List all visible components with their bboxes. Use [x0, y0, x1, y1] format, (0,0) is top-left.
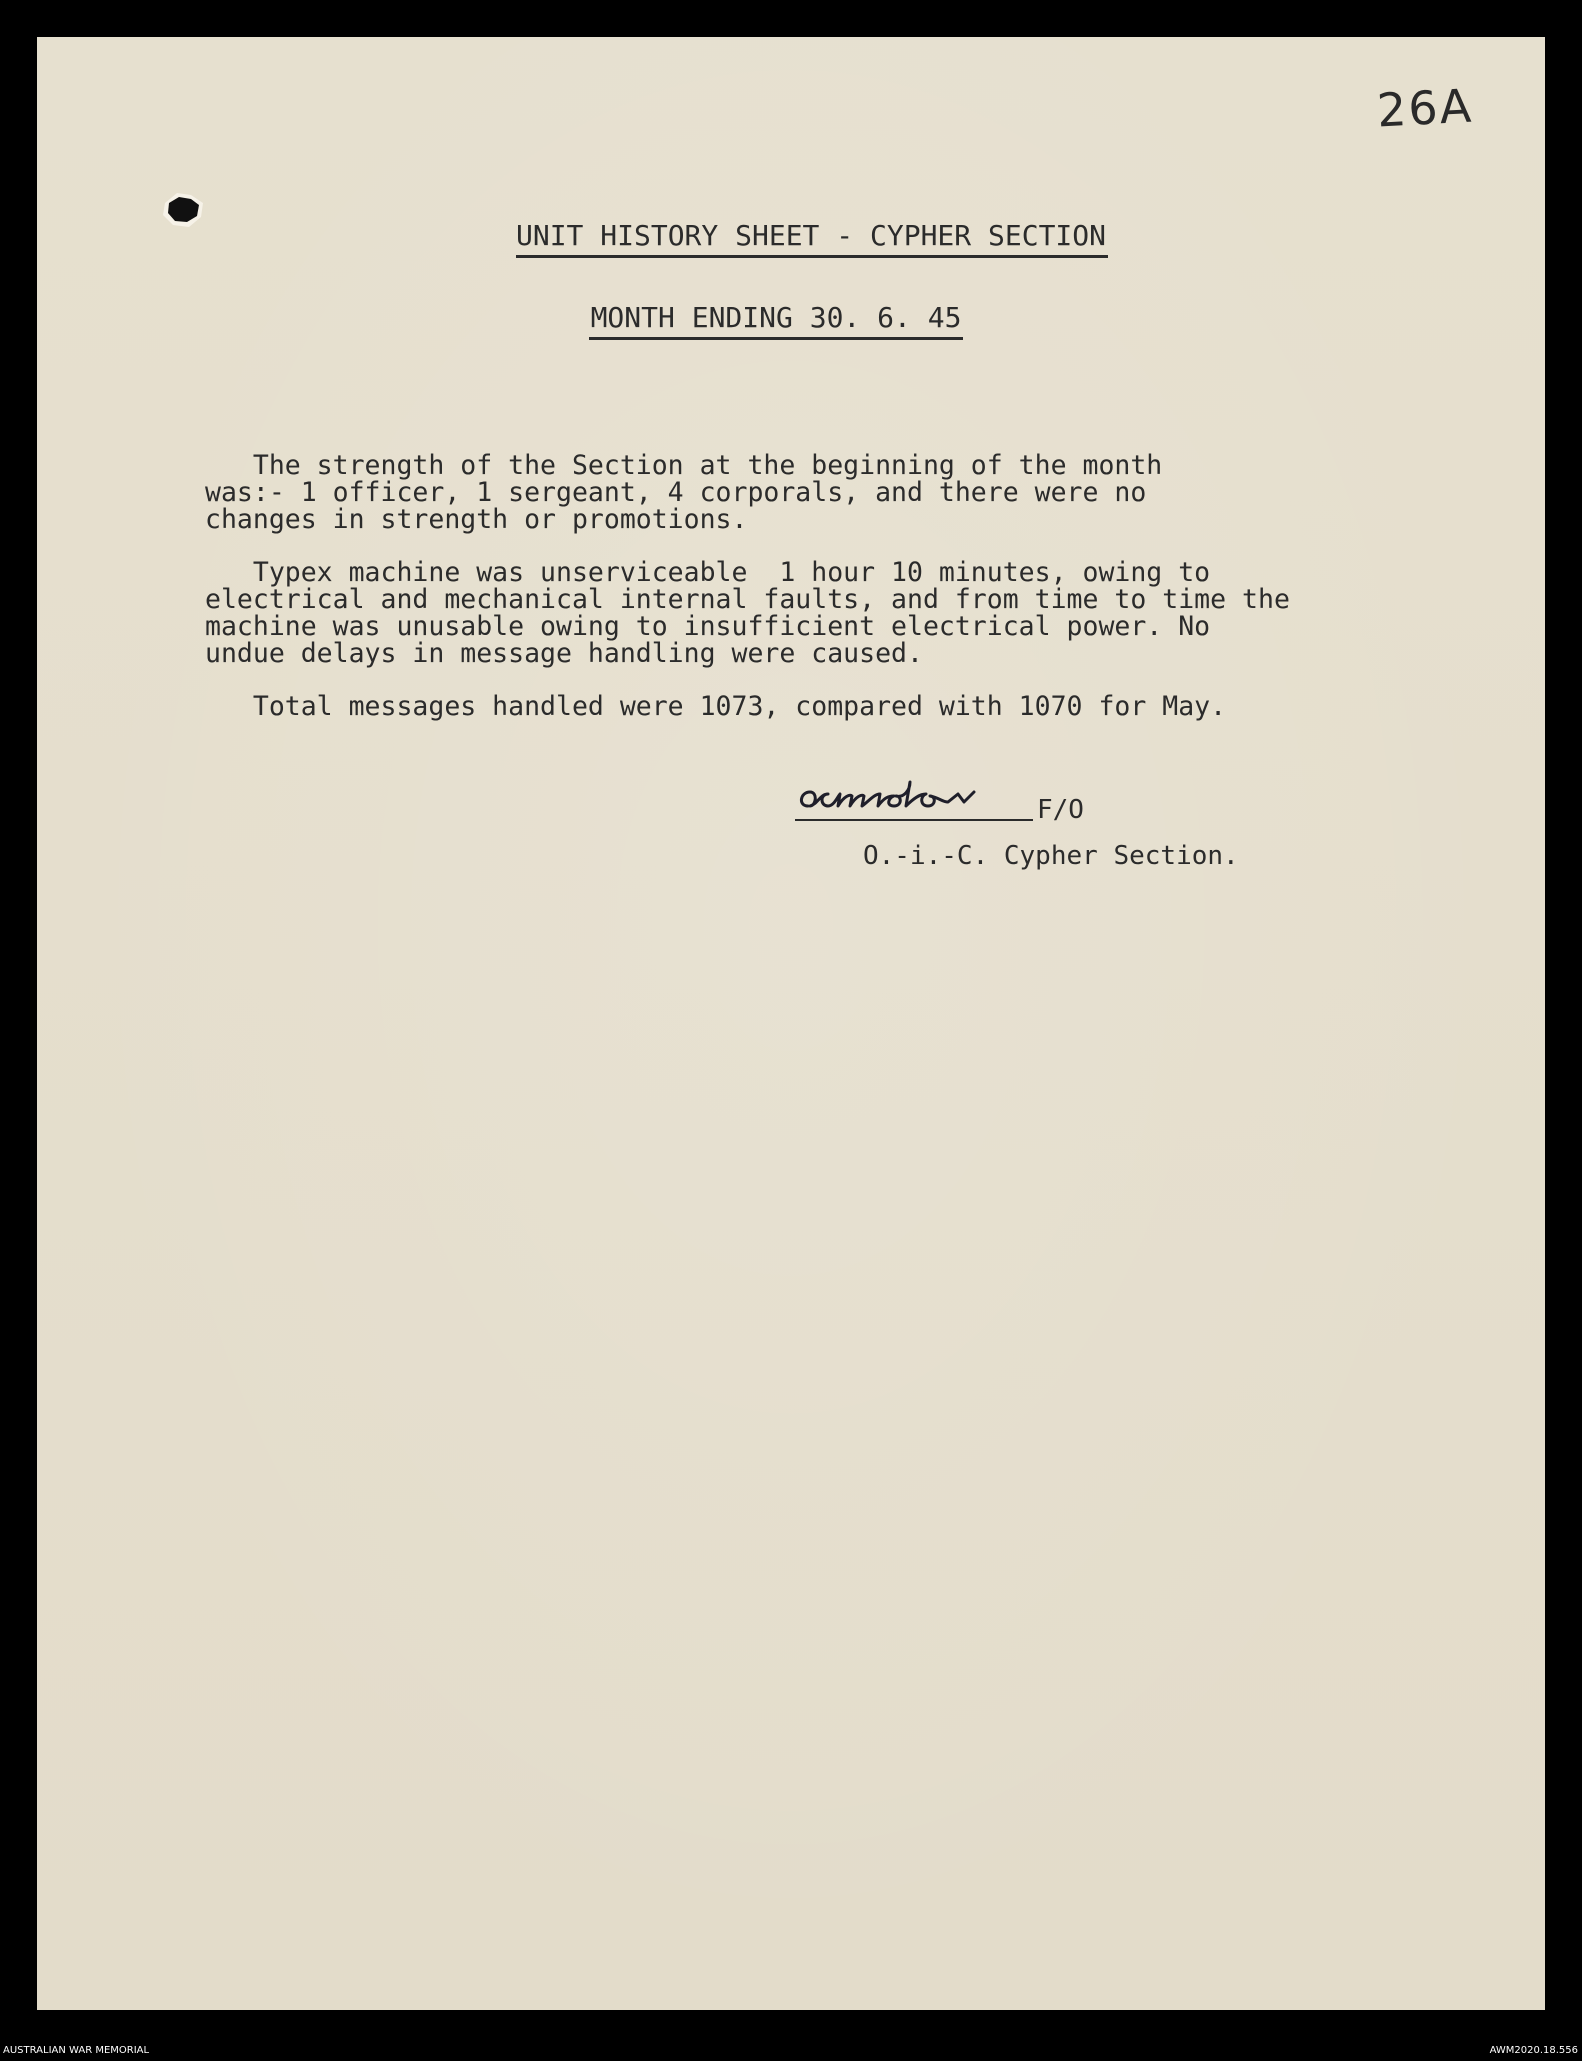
paragraph-typex: Typex machine was unserviceable 1 hour 10 minutes, owing to electrical and mechanical internal faults, and from time to time the machine was unusable owing to insufficient electrical power. No undue delays in message handling were caused.	[205, 557, 1290, 669]
signature-title: O.-i.-C. Cypher Section.	[863, 841, 1239, 871]
document-subtitle-text: MONTH ENDING 30. 6. 45	[589, 301, 964, 340]
document-subtitle	[37, 301, 1545, 334]
document-title	[37, 219, 1545, 252]
paragraph-strength: The strength of the Section at the beginning of the month was:- 1 officer, 1 sergeant, 4 corporals, and there were no changes in strength or promotions.	[205, 450, 1163, 535]
signature-line	[795, 819, 1033, 821]
signature-rank: F/O	[1037, 795, 1084, 825]
paragraph-messages: Total messages handled were 1073, compared with 1070 for May.	[205, 691, 1227, 722]
document-body	[205, 452, 1465, 746]
document-page	[37, 37, 1545, 2010]
document-title-text: UNIT HISTORY SHEET - CYPHER SECTION	[516, 219, 1108, 258]
handwritten-signature	[794, 772, 1034, 820]
footer-accession-number: AWM2020.18.556	[1489, 2045, 1578, 2056]
footer-source: AUSTRALIAN WAR MEMORIAL	[3, 2045, 150, 2056]
folio-number: 26A	[1375, 78, 1475, 138]
